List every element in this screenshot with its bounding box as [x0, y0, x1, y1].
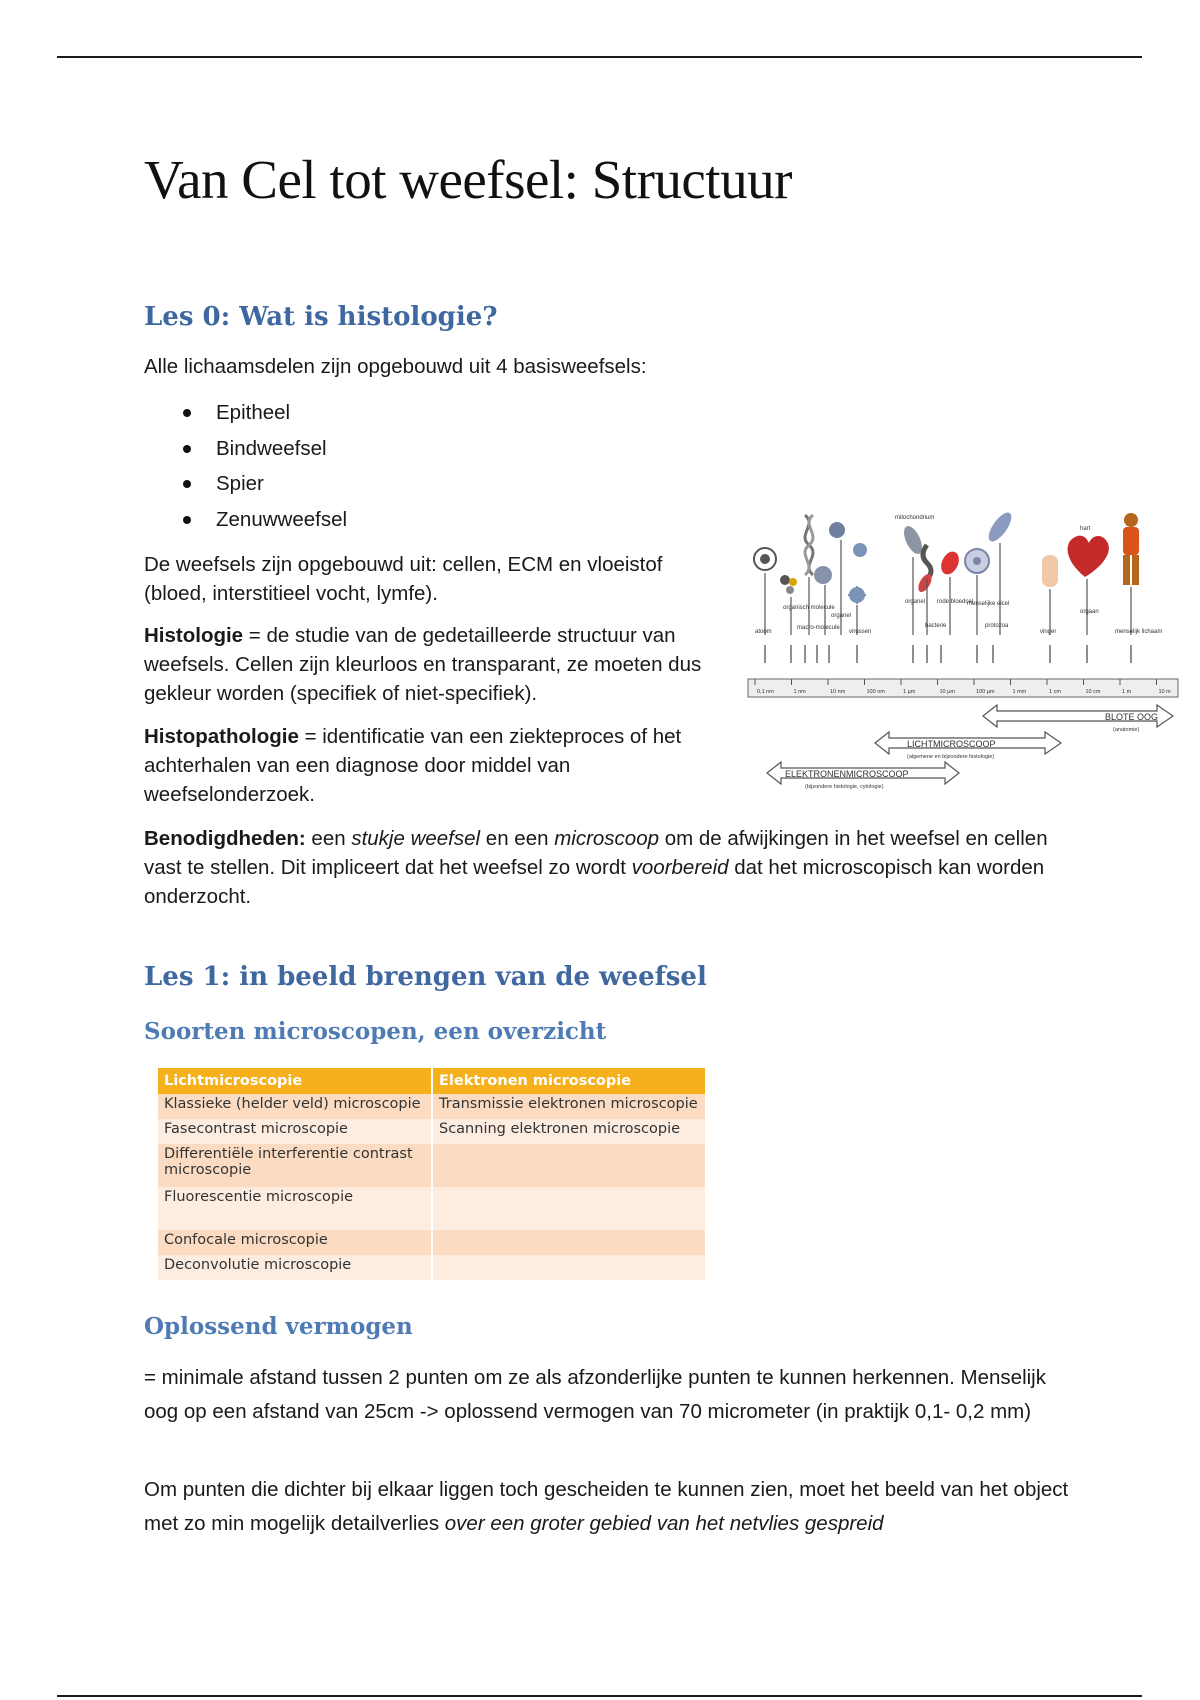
item-label: macro-molecule — [797, 625, 840, 631]
range-label: BLOTE OOG — [1105, 712, 1159, 722]
item-label: protozoa — [985, 623, 1009, 629]
item-label: mitochondrium — [895, 515, 935, 521]
range-light-microscope — [875, 732, 1061, 760]
atom-icon — [754, 548, 776, 570]
text-run: een — [305, 827, 352, 850]
text-run-italic: microscoop — [554, 827, 659, 850]
scale-arrows — [765, 645, 1131, 663]
dna-icon — [805, 515, 813, 575]
scale-tick-label: 100 nm — [866, 689, 885, 695]
table-cell — [432, 1230, 706, 1255]
resolution-paragraph — [144, 1473, 1074, 1541]
item-label: bacterie — [925, 623, 947, 629]
protein-icon — [814, 522, 845, 584]
text-run: dat het microscopisch kan worden onderzocht. — [144, 856, 1045, 908]
item-label: menselijk lichaam — [1115, 629, 1163, 635]
les1-heading: Les 1: in beeld brengen van de weefsel — [144, 962, 707, 992]
histopathologie-definition: = identificatie van een ziekteproces of het achterhalen van een diagnose door middel van weefselonderzoek. — [144, 725, 682, 806]
les0-intro: Alle lichaamsdelen zijn opgebouwd uit 4 basisweefsels: — [144, 355, 647, 378]
table-cell: Deconvolutie microscopie — [158, 1255, 432, 1280]
egg-cell-icon — [965, 509, 1015, 573]
column-header: Lichtmicroscopie — [158, 1068, 432, 1094]
scale-tick-label: 100 µm — [976, 689, 995, 695]
histologie-definition: = de studie van de gedetailleerde structuur van weefsels. Cellen zijn kleurloos en transparant, ze moeten dus gekleur worden (specifiek of niet-specifiek). — [144, 624, 702, 705]
list-item: Zenuwweefsel — [144, 502, 644, 538]
range-sublabel: (algemene en bijzondere histologie) — [907, 754, 995, 760]
item-label: virussen — [849, 629, 872, 635]
molecule-icon — [780, 575, 797, 594]
table-row — [158, 1255, 706, 1280]
item-label: menselijke eicel — [967, 601, 1010, 607]
range-naked-eye — [983, 705, 1173, 733]
scale-tick-label: 1 mm — [1012, 689, 1027, 695]
item-label: vinger — [1040, 629, 1057, 635]
histopathologie-paragraph — [144, 722, 724, 809]
finger-icon — [1042, 555, 1058, 587]
table-cell — [432, 1255, 706, 1280]
item-label: rode bloedcel — [937, 599, 974, 605]
range-sublabel: (bijzondere histologie, cytologie) — [805, 784, 884, 790]
table-cell: Scanning elektronen microscopie — [432, 1119, 706, 1144]
scale-tick-label: 1 m — [1122, 689, 1132, 695]
range-electron-microscope — [767, 762, 959, 790]
virus-icon — [848, 543, 867, 604]
scale-tick-label: 10 µm — [939, 689, 955, 695]
scale-tick-label: 1 nm — [793, 689, 806, 695]
scale-bar — [748, 679, 1178, 697]
scale-tick-label: 10 cm — [1085, 689, 1101, 695]
range-sublabel: (anatomie) — [1113, 727, 1140, 733]
histopathologie-term: Histopathologie — [144, 725, 299, 748]
scale-tick-label: 1 cm — [1049, 689, 1061, 695]
table-cell: Fluorescentie microscopie — [158, 1187, 432, 1230]
footer-rule — [57, 1695, 1142, 1697]
table-row — [158, 1144, 706, 1187]
table-header-row — [158, 1068, 706, 1094]
tissue-list — [144, 395, 644, 537]
table-row — [158, 1094, 706, 1119]
text-run-italic: over een groter gebied van het netvlies gespreid — [444, 1512, 884, 1535]
list-item: Bindweefsel — [144, 431, 644, 467]
document-title: Van Cel tot weefsel: Structuur — [144, 149, 792, 210]
histologie-paragraph — [144, 621, 724, 708]
scale-tick-label: 10 m — [1158, 689, 1171, 695]
list-item: Spier — [144, 466, 644, 502]
scale-tick-label: 1 µm — [903, 689, 916, 695]
composition-paragraph: De weefsels zijn opgebouwd uit: cellen, ECM en vloeistof (bloed, interstitieel vocht, lymfe). — [144, 553, 663, 605]
mitochondrium-icon — [900, 523, 931, 579]
text-run-italic: stukje weefsel — [351, 827, 481, 850]
item-label: hart — [1080, 526, 1091, 532]
table-cell: Differentiële interferentie contrast microscopie — [158, 1144, 432, 1187]
table-cell — [432, 1144, 706, 1187]
text-run: om de afwijkingen in het weefsel en cellen vast te stellen. Dit impliceert dat het weefsel zo wordt — [144, 827, 1048, 879]
resolution-heading: Oplossend vermogen — [144, 1313, 413, 1340]
microscope-table — [158, 1068, 707, 1280]
table-cell — [432, 1187, 706, 1230]
scale-figure-svg — [745, 505, 1185, 795]
table-cell: Fasecontrast microscopie — [158, 1119, 432, 1144]
range-label: LICHTMICROSCOOP — [907, 739, 996, 749]
microscope-types-heading: Soorten microscopen, een overzicht — [144, 1018, 607, 1045]
text-run: Om punten die dichter bij elkaar liggen toch gescheiden te kunnen zien, moet het beeld van het object met zo min mogelijk detailverlies — [144, 1478, 1069, 1535]
header-rule — [57, 56, 1142, 58]
histologie-term: Histologie — [144, 624, 244, 647]
resolution-definition: = minimale afstand tussen 2 punten om ze als afzonderlijke punten te kunnen herkennen. Menselijk oog op een afstand van 25cm -> oplossend vermogen van 70 micrometer (in praktijk 0,1- 0,2 mm) — [144, 1366, 1046, 1423]
item-label: organisch molecule — [783, 605, 835, 611]
heart-icon — [1068, 536, 1109, 577]
text-run-italic: voorbereid — [631, 856, 729, 879]
human-body-icon — [1123, 513, 1139, 585]
scale-figure — [745, 505, 1185, 795]
table-cell: Klassieke (helder veld) microscopie — [158, 1094, 432, 1119]
table-cell: Transmissie elektronen microscopie — [432, 1094, 706, 1119]
item-label: atoom — [755, 629, 772, 635]
text-run: en een — [480, 827, 555, 850]
les0-heading: Les 0: Wat is histologie? — [144, 302, 498, 332]
table-cell: Confocale microscopie — [158, 1230, 432, 1255]
list-item: Epitheel — [144, 395, 644, 431]
table-row — [158, 1119, 706, 1144]
item-label: orgaan — [1080, 609, 1099, 615]
range-label: ELEKTRONENMICROSCOOP — [785, 769, 909, 779]
scale-tick-label: 0,1 nm — [757, 689, 774, 695]
benodigdheden-paragraph — [144, 824, 1074, 911]
benodigdheden-term: Benodigdheden: — [144, 827, 306, 850]
column-header: Elektronen microscopie — [432, 1068, 706, 1094]
scale-tick-label: 10 nm — [830, 689, 846, 695]
table-row — [158, 1187, 706, 1230]
table-row — [158, 1230, 706, 1255]
item-label: organel — [831, 613, 852, 619]
item-label: organel — [905, 599, 926, 605]
